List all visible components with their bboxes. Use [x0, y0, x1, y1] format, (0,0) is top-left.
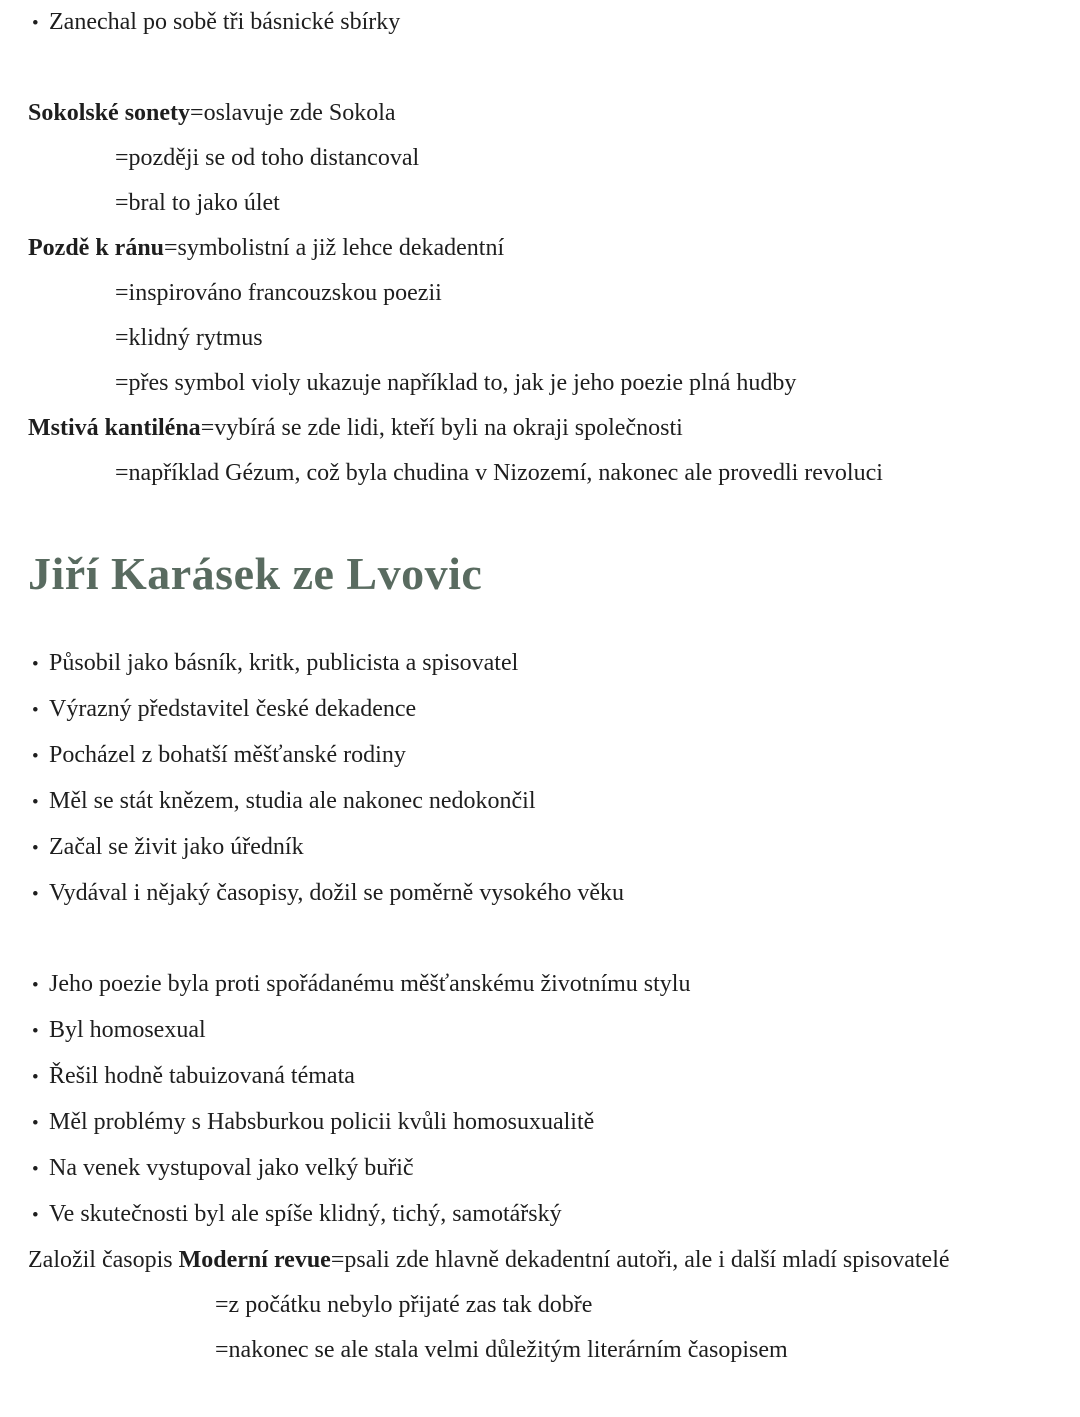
- list-item-text: Měl se stát knězem, studia ale nakonec nedokončil: [49, 788, 536, 814]
- collection-definition: =vybírá se zde lidi, kteří byli na okraji společnosti: [200, 415, 683, 441]
- list-item: [28, 825, 1062, 871]
- list-item: [28, 1146, 1062, 1192]
- collection-note: =bral to jako úlet: [115, 190, 280, 216]
- bullet-icon: •: [32, 1067, 39, 1088]
- bullet-icon: •: [32, 1205, 39, 1226]
- spacer: [28, 46, 1062, 91]
- list-item-text: Řešil hodně tabuizovaná témata: [49, 1063, 355, 1089]
- journal-prefix: Založil časopis: [28, 1247, 179, 1273]
- bullet-icon: •: [32, 654, 39, 675]
- bullet-icon: •: [32, 838, 39, 859]
- bullet-icon: •: [32, 13, 39, 34]
- collection-entry: [28, 226, 1062, 271]
- bullet-icon: •: [32, 792, 39, 813]
- page-title: Jiří Karásek ze Lvovic: [28, 548, 483, 599]
- list-item: [28, 1054, 1062, 1100]
- bullet-icon: •: [32, 884, 39, 905]
- list-item: [28, 641, 1062, 687]
- journal-title: Moderní revue: [178, 1247, 331, 1273]
- journal-note: =nakonec se ale stala velmi důležitým literárním časopisem: [215, 1337, 788, 1363]
- spacer: [28, 917, 1062, 962]
- list-item-text: Pocházel z bohatší měšťanské rodiny: [49, 742, 406, 768]
- list-item-text: Měl problémy s Habsburkou policii kvůli homosuxualitě: [49, 1109, 595, 1135]
- list-item: [28, 687, 1062, 733]
- list-item: [28, 779, 1062, 825]
- collection-title: Mstivá kantiléna: [28, 415, 201, 441]
- journal-note: =z počátku nebylo přijaté zas tak dobře: [215, 1292, 593, 1318]
- collection-note: =přes symbol violy ukazuje například to, jak je jeho poezie plná hudby: [115, 370, 797, 396]
- list-item: [28, 1192, 1062, 1238]
- list-item-text: Byl homosexual: [49, 1017, 206, 1043]
- journal-entry: [28, 1238, 1062, 1283]
- collection-note: =inspirováno francouzskou poezii: [115, 280, 442, 306]
- list-item: [28, 1008, 1062, 1054]
- bullet-icon: •: [32, 1159, 39, 1180]
- list-item-text: Začal se živit jako úředník: [49, 834, 304, 860]
- collection-entry: [28, 91, 1062, 136]
- list-item: [28, 0, 1062, 46]
- list-item: [28, 962, 1062, 1008]
- list-item: [28, 1100, 1062, 1146]
- collection-note: =například Gézum, což byla chudina v Nizozemí, nakonec ale provedli revoluci: [115, 460, 883, 486]
- collection-entry: [28, 406, 1062, 451]
- collection-note: =později se od toho distancoval: [115, 145, 420, 171]
- bullet-icon: •: [32, 746, 39, 767]
- bullet-icon: •: [32, 975, 39, 996]
- collection-title: Pozdě k ránu: [28, 235, 165, 261]
- list-item-text: Působil jako básník, kritk, publicista a spisovatel: [49, 650, 519, 676]
- list-item-text: Zanechal po sobě tři básnické sbírky: [49, 9, 401, 35]
- list-item: [28, 733, 1062, 779]
- list-item-text: Vydával i nějaký časopisy, dožil se poměrně vysokého věku: [49, 880, 624, 906]
- bullet-icon: •: [32, 700, 39, 721]
- bullet-icon: •: [32, 1113, 39, 1134]
- spacer: [28, 496, 1062, 541]
- list-item-text: Jeho poezie byla proti spořádanému měšťanskému životnímu stylu: [49, 971, 691, 997]
- collection-definition: =symbolistní a již lehce dekadentní: [164, 235, 505, 261]
- collection-definition: =oslavuje zde Sokola: [190, 100, 396, 126]
- list-item-text: Výrazný představitel české dekadence: [49, 696, 417, 722]
- list-item-text: Na venek vystupoval jako velký buřič: [49, 1155, 414, 1181]
- journal-definition: =psali zde hlavně dekadentní autoři, ale i další mladí spisovatelé: [330, 1247, 950, 1273]
- collection-note: =klidný rytmus: [115, 325, 263, 351]
- list-item: [28, 871, 1062, 917]
- bullet-icon: •: [32, 1021, 39, 1042]
- list-item-text: Ve skutečnosti byl ale spíše klidný, tichý, samotářský: [49, 1201, 562, 1227]
- collection-title: Sokolské sonety: [28, 100, 191, 126]
